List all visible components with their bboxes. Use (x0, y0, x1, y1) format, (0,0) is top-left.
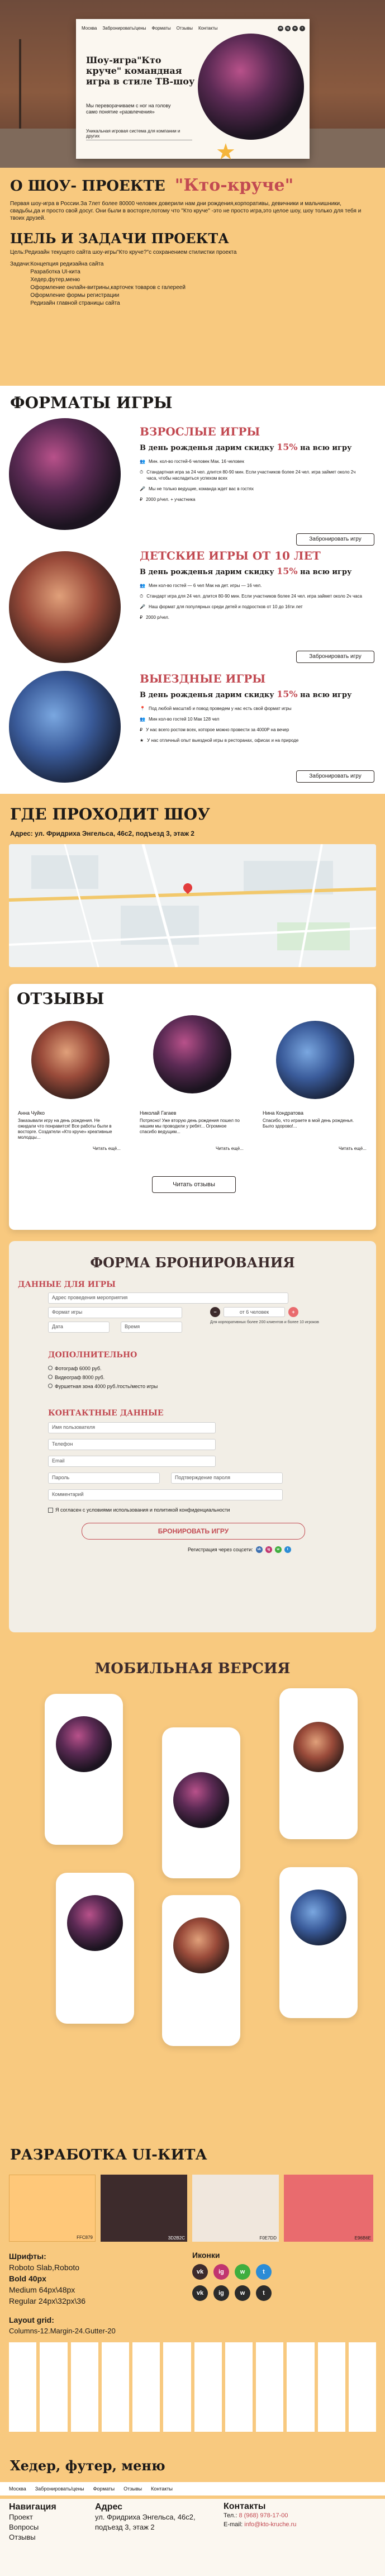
whatsapp-icon[interactable]: w (275, 1546, 282, 1553)
checkbox-icon[interactable] (48, 1384, 53, 1388)
whatsapp-icon: w (235, 2285, 250, 2301)
date-input[interactable]: Дата (48, 1322, 110, 1333)
whatsapp-icon[interactable]: w (292, 26, 298, 31)
format-promo-kids (140, 566, 351, 576)
format-line: 👥 Мин кол-во гостей — 6 чел Мак на дет. игры — 16 чел. (140, 583, 262, 588)
promo-tail: на всю игру (300, 691, 352, 699)
promo-discount: 15% (277, 566, 298, 576)
review-text: Заказывали игру на день рождения. Не ожидали что понравится! Все работы были в восторге. Создатели «Кто круче» креативные молодцы... (18, 1118, 112, 1140)
format-line: ★ У нас отличный опыт выездной игры в ресторанах, офисах и на природе (140, 738, 299, 743)
mobile-mockup (279, 1688, 358, 1839)
mic-icon: 🎤 (140, 604, 145, 609)
contacts-title: КОНТАКТНЫЕ ДАННЫЕ (48, 1409, 164, 1418)
hero-card (76, 19, 310, 164)
review-avatar (153, 1015, 231, 1093)
fonts-line: Roboto Slab,Roboto (9, 2263, 80, 2272)
mobile-section (0, 1649, 385, 2130)
hero-section (0, 0, 385, 168)
hero-nav-item-city[interactable]: Москва (82, 26, 97, 31)
about-brand: "Кто-круче" (174, 176, 294, 195)
vk-icon[interactable]: vk (278, 26, 283, 31)
comment-input[interactable]: Комментарий (48, 1489, 283, 1500)
format-line: ₽ 2000 р/чел. + участника (140, 497, 196, 502)
promo-text: В день рожденья дарим скидку (140, 691, 274, 699)
booking-title: ФОРМА БРОНИРОВАНИЯ (90, 1254, 295, 1271)
format-lines-kids (140, 583, 363, 625)
submit-button[interactable]: БРОНИРОВАТЬ ИГРУ (82, 1523, 305, 1540)
promo-tail: на всю игру (300, 444, 352, 452)
icons-block (192, 2251, 272, 2301)
reviews-title: ОТЗЫВЫ (17, 989, 104, 1008)
guests-note: Для корпоративных более 200 клиентов и более 10 игроков (210, 1320, 319, 1324)
format-line: 🎤 Мы не только ведущие, команда ждет вас в гостях (140, 486, 254, 491)
mobile-mockup (45, 1694, 123, 1845)
review-name: Николай Гагаев (140, 1110, 177, 1116)
vk-icon: vk (192, 2285, 208, 2301)
format-line: ⏱ Стандартная игра за 24 чел. длится 80-90 мин. Если участников более 24 чел. игра займет около 2ч часа, чтобы насладиться успехом всех (140, 470, 356, 481)
footer-contacts-col: Контакты Тел.: 8 (968) 978-17-00 E-mail: info@kto-kruche.ru (224, 2502, 297, 2528)
mic-icon: 🎤 (140, 486, 145, 491)
instagram-icon: ig (213, 2285, 229, 2301)
about-section (0, 168, 385, 306)
format-name-outdoor: ВЫЕЗДНЫЕ ИГРЫ (140, 672, 266, 685)
extra-option[interactable]: Фотограф 6000 руб. (48, 1364, 158, 1373)
booking-section (0, 1241, 385, 1638)
address-select[interactable]: Адрес проведения мероприятия (48, 1292, 288, 1304)
footer-nav-col (9, 2502, 56, 2542)
footer-nav-bar (0, 2482, 385, 2496)
pin-icon: 📍 (140, 706, 145, 711)
goals-title: ЦЕЛЬ И ЗАДАЧИ ПРОЕКТА (10, 230, 229, 247)
review-more-link[interactable]: Читать ещё... (216, 1146, 244, 1151)
uikit-section (0, 2141, 385, 2454)
name-input[interactable]: Имя пользователя (48, 1422, 216, 1433)
plus-icon[interactable]: + (288, 1307, 298, 1317)
format-photo-kids (9, 551, 121, 663)
goals-goal: Цель:Редизайн текущего сайта шоу-игры"Кто круче?"с сохранением стилистки проекта (10, 249, 237, 255)
instagram-icon: ig (213, 2264, 229, 2280)
fonts-title: Шрифты: (9, 2252, 46, 2261)
reviews-section (0, 984, 385, 1247)
footer-nav-item[interactable]: Москва (9, 2486, 26, 2492)
instagram-icon[interactable]: ig (285, 26, 291, 31)
footer-nav-item[interactable]: Контакты (151, 2486, 173, 2492)
format-line: ₽ 2000 р/чел. (140, 615, 170, 620)
extra-option[interactable]: Видеограф 8000 руб. (48, 1373, 158, 1382)
fonts-block (9, 2251, 85, 2307)
ruble-icon: ₽ (140, 497, 143, 502)
footer-nav-item[interactable]: Форматы (93, 2486, 115, 2492)
guests-stepper[interactable] (210, 1307, 298, 1317)
hero-nav-item-contacts[interactable]: Контакты (198, 26, 218, 31)
review-name: Нина Кондратова (263, 1110, 303, 1116)
promo-discount: 15% (277, 442, 298, 452)
format-line: 👥 Мин. кол-во гостей-6 человек Мак. 16 человек (140, 459, 244, 464)
mobile-mockup (56, 1873, 134, 2024)
extras-list (48, 1364, 158, 1391)
mobile-mockup (162, 1727, 240, 1878)
goals-tasks (10, 261, 368, 307)
footer-addr-title: Адрес (95, 2502, 123, 2512)
telegram-icon[interactable]: t (284, 1546, 291, 1553)
task-item: Разработка UI-кита (30, 269, 80, 275)
footer-addr: ул. Фридриха Энгельса, 46с2, подъезд 3, этаж 2 (95, 2513, 196, 2531)
format-select[interactable]: Формат игры (48, 1307, 182, 1318)
font-weight: Medium 64px\48px (9, 2285, 75, 2294)
footer-link[interactable]: Проект (9, 2513, 33, 2521)
footer-nav-item[interactable]: Забронировать/цены (35, 2486, 84, 2492)
format-line: 🎤 Наш формат для популярных среди детей и подростков от 10 до 16ти лет (140, 604, 303, 609)
format-name-kids: ДЕТСКИЕ ИГРЫ ОТ 10 ЛЕТ (140, 549, 321, 562)
about-text: Первая шоу-игра в России.За 7лет более 80000 человек доверили нам дни рождения,корпоративы, девичники и мальчишники, свадьбы,да и просто свой досуг. Они были в восторге,потому что "Кто круче" -это не просто игра,это целое шоу, шоу только для тебя и твоих друзей. (10, 201, 362, 221)
format-lines-outdoor (140, 705, 363, 748)
review-more-link[interactable]: Читать ещё... (339, 1146, 367, 1151)
review-name: Анна Чуйко (18, 1110, 45, 1116)
telegram-icon[interactable]: t (300, 26, 305, 31)
whatsapp-icon: w (235, 2264, 250, 2280)
format-lines-adult (140, 458, 363, 507)
format-line: 👥 Мин кол-во гостей 10 Мак 128 чел (140, 717, 220, 722)
people-icon: 👥 (140, 459, 145, 464)
book-button-adult[interactable]: Забронировать игру (296, 533, 374, 546)
people-icon: 👥 (140, 717, 145, 722)
ruble-icon: ₽ (140, 615, 143, 620)
formats-section (0, 386, 385, 794)
checkbox-icon[interactable] (48, 1375, 53, 1379)
password-input[interactable]: Пароль (48, 1472, 160, 1484)
telegram-icon: t (256, 2285, 272, 2301)
hero-nav-item-formats[interactable]: Форматы (151, 26, 171, 31)
ruble-icon: ₽ (140, 727, 143, 732)
mobile-title: МОБИЛЬНАЯ ВЕРСИЯ (94, 1660, 291, 1677)
hero-nav (82, 26, 305, 34)
format-line: ⏱ Стандарт игра для 24 чел. длится 80-90 мин. Если участников более 24 чел. игра займет около 2ч часа (140, 594, 363, 599)
booking-card (9, 1241, 376, 1632)
about-title-text: О ШОУ- ПРОЕКТЕ (10, 178, 165, 195)
swatch: FFC879 (9, 2175, 96, 2242)
layout-grid (9, 2342, 376, 2432)
phone-input[interactable]: Телефон (48, 1439, 216, 1450)
goals-tasks-label: Задачи: (10, 261, 31, 267)
uikit-title: РАЗРАБОТКА UI-КИТА (10, 2147, 207, 2163)
mobile-mockup (279, 1867, 358, 2018)
promo-text: В день рожденья дарим скидку (140, 444, 274, 452)
hero-nav-item-booking[interactable]: Забронировать/цены (102, 26, 146, 31)
location-title: ГДЕ ПРОХОДИТ ШОУ (10, 805, 210, 823)
task-item: Оформление онлайн-витрины,карточек товаров с галереей (30, 285, 186, 291)
format-promo-outdoor (140, 689, 351, 699)
star-icon: ★ (216, 140, 236, 164)
review-avatar (276, 1021, 354, 1099)
reviews-card (9, 984, 376, 1230)
telegram-icon: t (256, 2264, 272, 2280)
hero-subtitle: Мы переворачиваем с ног на голову само понятие «развлечения» (86, 103, 171, 115)
clock-icon: ⏱ (140, 594, 144, 599)
format-promo-adult (140, 442, 351, 452)
task-item: Хедер,футер,меню (30, 277, 80, 283)
time-input[interactable]: Время (121, 1322, 182, 1333)
format-name-adult: ВЗРОСЛЫЕ ИГРЫ (140, 425, 260, 438)
layout-title: Layout grid: (9, 2315, 54, 2324)
footer-phone[interactable]: 8 (968) 978-17-00 (239, 2512, 288, 2519)
guests-value: от 6 человек (224, 1307, 285, 1317)
layout-line: Columns-12.Margin-24.Gutter-20 (9, 2327, 116, 2335)
checkbox-icon[interactable] (48, 1508, 53, 1513)
review-text: Спасибо, что играете в мой день рожденья. Было здорово!... (263, 1118, 354, 1129)
hero-nav-item-reviews[interactable]: Отзывы (176, 26, 193, 31)
font-weight: Bold 40px (9, 2274, 46, 2283)
hero-title: Шоу-игра"Кто круче" командная игра в стиле ТВ-шоу (86, 55, 195, 87)
checkbox-icon[interactable] (48, 1366, 53, 1370)
footer-addr-col (95, 2502, 212, 2532)
email-input[interactable]: Email (48, 1456, 216, 1467)
format-photo-adult (9, 418, 121, 530)
location-section (0, 794, 385, 973)
promo-text: В день рожденья дарим скидку (140, 568, 274, 576)
format-photo-outdoor (9, 671, 121, 783)
task-item: Редизайн главной страницы сайта (30, 300, 120, 306)
swatch: E96B6E (284, 2175, 373, 2242)
promo-tail: на всю игру (300, 568, 352, 576)
footer-nav-title: Навигация (9, 2502, 56, 2512)
read-reviews-button[interactable]: Читать отзывы (152, 1176, 236, 1193)
footer-section (0, 2454, 385, 2576)
map[interactable] (9, 844, 376, 967)
formats-title: ФОРМАТЫ ИГРЫ (10, 394, 173, 412)
extra-title: ДОПОЛНИТЕЛЬНО (48, 1351, 137, 1360)
task-item: Оформление формы регистрации (30, 292, 120, 299)
format-line: 📍 Под любой масштаб и повод проведем у нас есть свой формат игры (140, 706, 292, 711)
hero-cta[interactable]: Уникальная игровая система для компании и других (86, 129, 192, 140)
mobile-mockup (162, 1895, 240, 2046)
agree-checkbox[interactable]: Я согласен с условиями использования и политикой конфиденциальности (48, 1507, 230, 1513)
review-more-link[interactable]: Читать ещё... (93, 1146, 121, 1151)
people-icon: 👥 (140, 583, 145, 588)
format-line: ₽ У нас всего ростом всех, которое можно провести за 4000Р на вечер (140, 727, 289, 732)
vk-icon: vk (192, 2264, 208, 2280)
instagram-icon[interactable]: ig (265, 1546, 272, 1553)
game-data-title: ДАННЫЕ ДЛЯ ИГРЫ (18, 1280, 116, 1289)
footer-nav-item[interactable]: Отзывы (123, 2486, 142, 2492)
icons-title: Иконки (192, 2251, 220, 2260)
swatch: 3D2B2C (101, 2175, 187, 2242)
confirm-password-input[interactable]: Подтверждение пароля (171, 1472, 283, 1484)
footer-link[interactable]: Вопросы (9, 2523, 39, 2531)
hero-photo (198, 34, 304, 140)
swatch: F0E7DD (192, 2175, 279, 2242)
task-item: Концепция редизайна сайта (30, 261, 104, 267)
minus-icon[interactable]: − (210, 1307, 220, 1317)
book-button-kids[interactable]: Забронировать игру (296, 651, 374, 663)
vk-icon[interactable]: vk (256, 1546, 263, 1553)
about-title (10, 176, 293, 195)
review-text: Потрясно! Уже вторую день рождения пошел по нашим мы проводили у ребят... Огромное спасибо ведущим... (140, 1118, 240, 1134)
footer-link[interactable]: Отзывы (9, 2533, 36, 2541)
footer-demo-title: Хедер, футер, меню (10, 2457, 165, 2474)
star-icon: ★ (140, 738, 144, 743)
social-signup: Регистрация через соцсети: vk ig w t (188, 1546, 291, 1553)
footer-contacts-title: Контакты (224, 2502, 266, 2511)
extra-option[interactable]: Фуршетная зона 4000 руб./гость/место игры (48, 1382, 158, 1391)
footer-body (0, 2499, 385, 2576)
clock-icon: ⏱ (140, 470, 144, 475)
review-avatar (31, 1021, 110, 1099)
location-address: Адрес: ул. Фридриха Энгельса, 46с2, подъезд 3, этаж 2 (10, 830, 194, 837)
book-button-outdoor[interactable]: Забронировать игру (296, 770, 374, 783)
font-weight: Regular 24px\32px\36 (9, 2296, 85, 2305)
map-roads (9, 844, 376, 967)
footer-email[interactable]: info@kto-kruche.ru (244, 2521, 297, 2528)
promo-discount: 15% (277, 689, 298, 699)
